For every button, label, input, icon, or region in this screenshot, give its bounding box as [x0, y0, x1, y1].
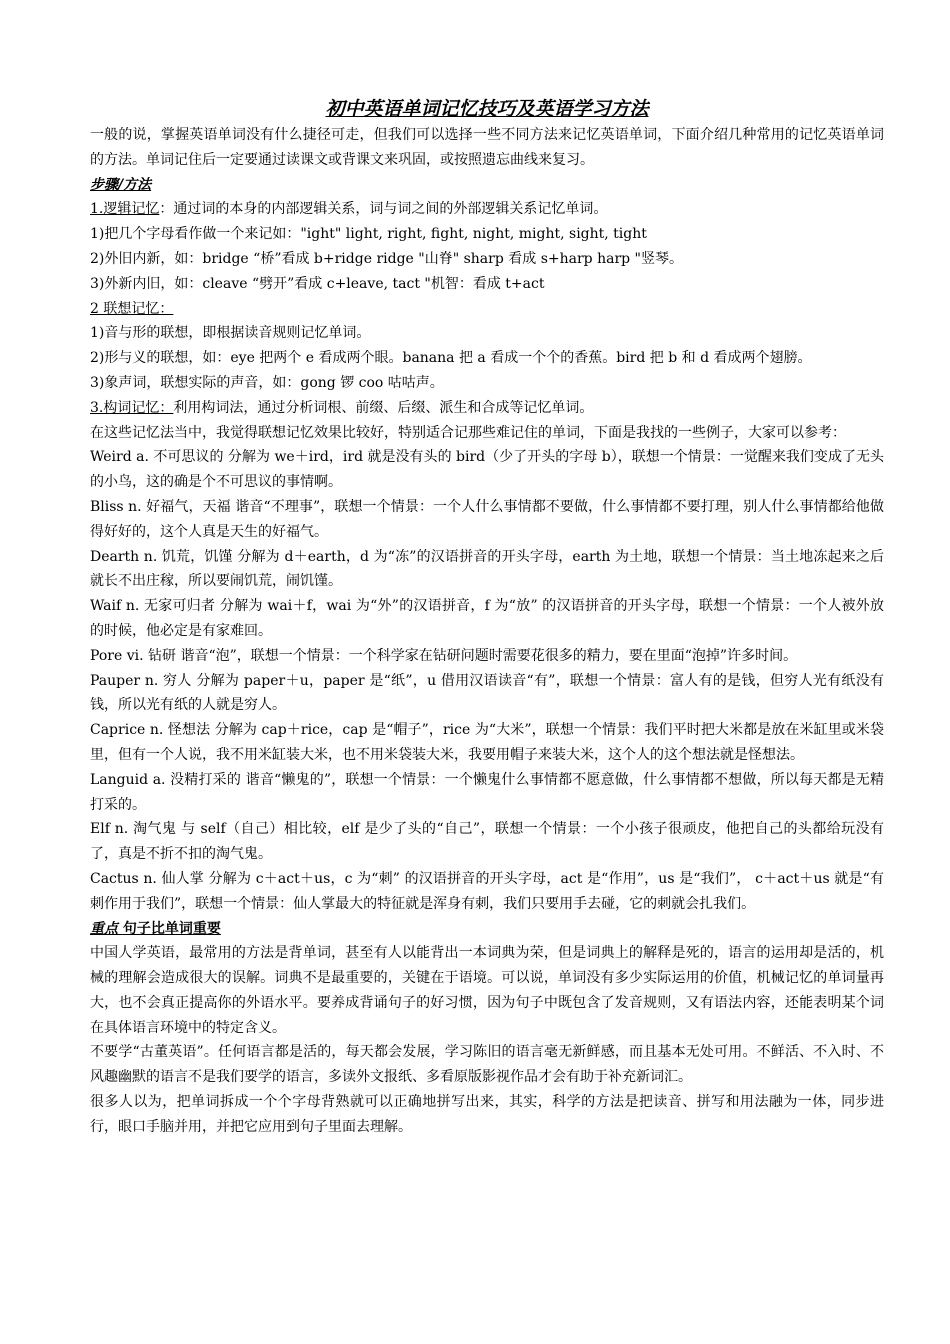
- logic-memory-line: [90, 197, 884, 222]
- morph-memory-label: 3.构词记忆：: [90, 399, 174, 416]
- document-page: [90, 93, 884, 1140]
- example-languid: Languid a. 没精打采的 谐音“懒鬼的”，联想一个情景：一个懒鬼什么事情都不愿意做，什么事情都不想做，所以每天都是无精打采的。: [90, 771, 884, 813]
- key-paragraph-2: 不要学“古董英语”。任何语言都是活的，每天都会发展，学习陈旧的语言毫无新鲜感，而且基本无处可用。不鲜活、不入时、不风趣幽默的语言不是我们要学的语言，多读外文报纸、多看原版影视作品才会有助于补充新词汇。: [90, 1044, 884, 1086]
- key-paragraph-1: 中国人学英语，最常用的方法是背单词，甚至有人以能背出一本词典为荣，但是词典上的解释是死的，语言的运用却是活的，机械的理解会造成很大的误解。词典不是最重要的，关键在于语境。可以说，单词没有多少实际运用的价值，机械记忆的单词量再大，也不会真正提高你的外语水平。要养成背诵句子的好习惯，因为句子中既包含了发音规则，又有语法内容，还能表明某个词在具体语言环境中的特定含义。: [90, 945, 884, 1036]
- example-weird: Weird a. 不可思议的 分解为 we＋ird，ird 就是没有头的 bird（少了开头的字母 b），联想一个情景：一觉醒来我们变成了无头的小鸟，这的确是个不可思议的事情啊。: [90, 449, 884, 491]
- logic-item-3: 3)外新内旧，如：cleave “劈开”看成 c+leave, tact "机智：看成 t+act: [90, 275, 545, 292]
- example-dearth: Dearth n. 饥荒，饥馑 分解为 d＋earth，d 为“冻”的汉语拼音的开头字母，earth 为土地，联想一个情景：当土地冻起来之后就长不出庄稼，所以要闹饥荒，闹饥馑。: [90, 548, 884, 590]
- example-bliss: Bliss n. 好福气，天福 谐音“不理事”，联想一个情景：一个人什么事情都不要做，什么事情都不要打理，别人什么事情都给他做得好好的，这个人真是天生的好福气。: [90, 498, 884, 540]
- assoc-memory-label: 2 联想记忆：: [90, 300, 174, 317]
- steps-heading-text: 步骤/方法: [90, 176, 152, 193]
- logic-memory-label: 1.逻辑记忆: [90, 201, 160, 218]
- examples-intro: 在这些记忆法当中，我觉得联想记忆效果比较好，特别适合记那些难记住的单词，下面是我找的一些例子，大家可以参考：: [90, 424, 846, 441]
- key-paragraph-3: 很多人以为，把单词拆成一个个字母背熟就可以正确地拼写出来，其实，科学的方法是把读音、拼写和用法融为一体，同步进行，眼口手脑并用，并把它应用到句子里面去理解。: [90, 1094, 884, 1135]
- assoc-item-2: 2)形与义的联想，如：eye 把两个 e 看成两个眼。banana 把 a 看成一个个的香蕉。bird 把 b 和 d 看成两个翅膀。: [90, 350, 812, 367]
- document-title: 初中英语单词记忆技巧及英语学习方法: [325, 98, 649, 120]
- key-heading-title: 句子比单词重要: [122, 920, 221, 937]
- example-caprice: Caprice n. 怪想法 分解为 cap＋rice，cap 是“帽子”，rice 为“大米”，联想一个情景：我们平时把大米都是放在米缸里或米袋里，但有一个人说，我不用米缸装大米，也不用米袋装大米，我要用帽子来装大米，这个人的这个想法就是怪想法。: [90, 722, 884, 763]
- section-heading-steps: [90, 173, 884, 198]
- example-elf: Elf n. 淘气鬼 与 self（自己）相比较，elf 是少了头的“自己”，联想一个情景：一个小孩子很顽皮，他把自己的头都给玩没有了，真是不折不扣的淘气鬼。: [90, 821, 884, 863]
- section-heading-key: [90, 917, 884, 942]
- morph-memory-line: [90, 396, 884, 421]
- example-waif: Waif n. 无家可归者 分解为 wai＋f，wai 为“外”的汉语拼音，f 为“放” 的汉语拼音的开头字母，联想一个情景：一个人被外放的时候，他必定是有家难回。: [90, 598, 884, 639]
- assoc-memory-line: [90, 297, 884, 322]
- morph-memory-desc: 利用构词法，通过分析词根、前缀、后缀、派生和合成等记忆单词。: [173, 399, 594, 416]
- logic-memory-desc: ：通过词的本身的内部逻辑关系，词与词之间的外部逻辑关系记忆单词。: [159, 201, 608, 218]
- logic-item-1: 1)把几个字母看作做一个来记如："ight" light, right, fight, night, might, sight, tight: [90, 226, 647, 243]
- example-pauper: Pauper n. 穷人 分解为 paper＋u，paper 是“纸”，u 借用汉语读音“有”，联想一个情景：富人有的是钱，但穷人光有纸没有钱，所以光有纸的人就是穷人。: [90, 672, 884, 714]
- example-pore: Pore vi. 钻研 谐音“泡”，联想一个情景：一个科学家在钻研问题时需要花很多的精力，要在里面“泡掉”许多时间。: [90, 647, 798, 664]
- example-cactus: Cactus n. 仙人掌 分解为 c＋act＋us，c 为“刺” 的汉语拼音的开头字母，act 是“作用”，us 是“我们”， c＋act＋us 就是“有刺作用于我们”，联想一个情景：仙人掌最大的特征就是浑身有刺，我们只要用手去碰，它的刺就会扎我们。: [90, 870, 884, 912]
- logic-item-2: 2)外旧内新，如：bridge “桥”看成 b+ridge ridge "山脊" sharp 看成 s+harp harp "竖琴。: [90, 250, 683, 267]
- intro-paragraph: 一般的说，掌握英语单词没有什么捷径可走，但我们可以选择一些不同方法来记忆英语单词，下面介绍几种常用的记忆英语单词的方法。单词记住后一定要通过读课文或背课文来巩固，或按照遗忘曲线来复习。: [90, 127, 884, 168]
- assoc-item-3: 3)象声词，联想实际的声音，如：gong 锣 coo 咕咕声。: [90, 374, 444, 391]
- assoc-item-1: 1)音与形的联想，即根据读音规则记忆单词。: [90, 325, 371, 342]
- key-heading-text: 重点: [90, 920, 123, 937]
